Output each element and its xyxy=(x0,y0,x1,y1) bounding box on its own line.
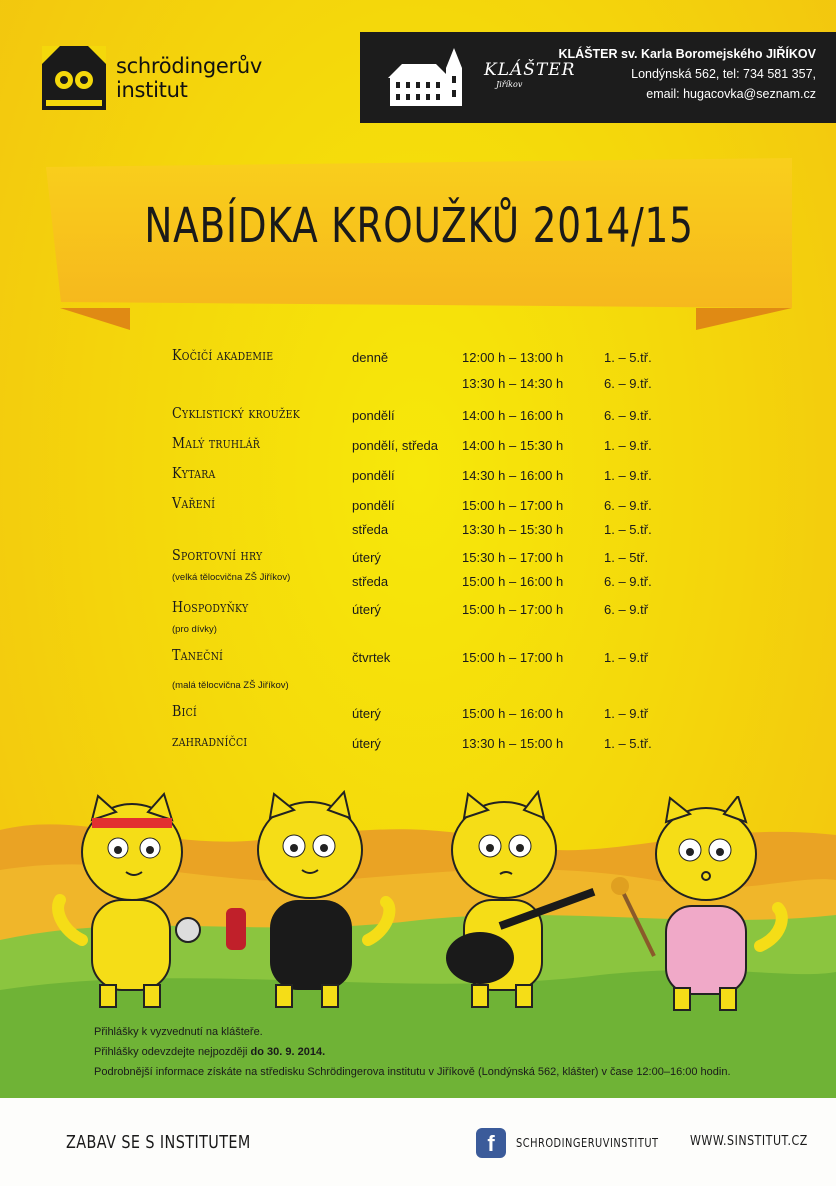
activity-time: 15:00 h – 16:00 h xyxy=(462,706,564,721)
cat-cook-spoon-icon xyxy=(610,796,790,1026)
activity-day: úterý xyxy=(352,706,381,721)
partner-address: Londýnská 562, tel: 734 581 357, xyxy=(631,67,816,81)
facebook-icon[interactable]: f xyxy=(476,1128,506,1158)
activity-time: 13:30 h – 15:00 h xyxy=(462,736,564,751)
activity-time: 15:00 h – 17:00 h xyxy=(462,498,564,513)
activity-grade-2: 6. – 9.tř. xyxy=(604,376,652,391)
activity-grade: 1. – 9.tř xyxy=(604,650,649,665)
schrodinger-logo xyxy=(42,46,262,110)
schedule-row xyxy=(172,546,672,598)
partner-info-box xyxy=(360,32,836,123)
activity-time: 15:30 h – 17:00 h xyxy=(462,550,564,565)
activity-time: 14:00 h – 16:00 h xyxy=(462,408,564,423)
activity-time: 14:00 h – 15:30 h xyxy=(462,438,564,453)
activity-day: pondělí xyxy=(352,498,395,513)
schedule-row xyxy=(172,732,672,762)
activity-name: Kytara xyxy=(172,464,216,482)
note-line-2 xyxy=(94,1042,731,1062)
partner-title: KLÁŠTER sv. Karla Boromejského JIŘÍKOV xyxy=(558,47,816,61)
activity-day: pondělí xyxy=(352,408,395,423)
schedule-row xyxy=(172,404,672,434)
activity-day: čtvrtek xyxy=(352,650,391,665)
monastery-building-icon xyxy=(388,46,468,113)
activity-grade-2: 6. – 9.tř. xyxy=(604,574,652,589)
page-title: NABÍDKA KROUŽKŮ 2014/15 xyxy=(144,198,694,254)
facebook-page-name[interactable]: SCHRODINGERUVINSTITUT xyxy=(516,1136,659,1150)
cat-headband-stopwatch-icon xyxy=(52,790,212,1020)
schedule-row xyxy=(172,702,672,732)
activity-grade: 1. – 5.tř. xyxy=(604,736,652,751)
activity-time: 14:30 h – 16:00 h xyxy=(462,468,564,483)
activity-grade: 1. – 9.tř. xyxy=(604,438,652,453)
schedule-row xyxy=(172,598,672,646)
activity-name: Bicí xyxy=(172,702,197,720)
schedule-row xyxy=(172,346,672,404)
slogan: ZABAV SE S INSTITUTEM xyxy=(66,1132,251,1153)
activity-day-2: středa xyxy=(352,522,389,537)
activity-name: Hospodyňky xyxy=(172,598,249,616)
banner-fold-left xyxy=(60,308,130,330)
activity-day: úterý xyxy=(352,736,381,751)
activity-day: úterý xyxy=(352,550,381,565)
activity-day: pondělí, středa xyxy=(352,438,439,453)
cat-guitar-icon xyxy=(420,790,610,1020)
activity-note: (malá tělocvična ZŠ Jiříkov) xyxy=(172,680,289,691)
bottom-bar xyxy=(0,1098,836,1186)
note-line-1: Přihlášky k vyzvednutí na klášteře. xyxy=(94,1026,263,1038)
activity-grade: 6. – 9.tř xyxy=(604,602,649,617)
activity-day: úterý xyxy=(352,602,381,617)
note-line-3: Podrobnější informace získáte na středisku Schrödingerova institutu v Jiříkově (Londýnská 562, klášter) v čase 12:00–16:00 hodin. xyxy=(94,1066,731,1078)
partner-brand-sub: Jiříkov xyxy=(496,80,523,89)
facebook-link[interactable] xyxy=(476,1128,690,1158)
logo-line-2: institut xyxy=(116,78,188,102)
partner-brand-name: KLÁŠTER xyxy=(484,60,576,80)
activity-grade-2: 1. – 5.tř. xyxy=(604,522,652,537)
activity-grade: 1. – 5.tř. xyxy=(604,350,652,365)
activity-name: zahradníčci xyxy=(172,732,248,750)
activity-grade: 1. – 9.tř. xyxy=(604,468,652,483)
activity-grade: 6. – 9.tř. xyxy=(604,408,652,423)
activity-day-2: středa xyxy=(352,574,389,589)
banner-fold-right xyxy=(696,308,792,330)
activity-grade: 1. – 9.tř xyxy=(604,706,649,721)
activity-note: (velká tělocvična ZŠ Jiříkov) xyxy=(172,572,291,583)
activity-name: Kočičí akademie xyxy=(172,346,274,364)
activity-grade: 1. – 5tř. xyxy=(604,550,649,565)
activity-grade: 6. – 9.tř. xyxy=(604,498,652,513)
activity-time-2: 13:30 h – 14:30 h xyxy=(462,376,564,391)
schedule-row xyxy=(172,434,672,464)
activity-time-2: 13:30 h – 15:30 h xyxy=(462,522,564,537)
cat-spray-can-icon xyxy=(218,790,398,1020)
note-line-2-text: Přihlášky odevzdejte nejpozději xyxy=(94,1046,251,1058)
activity-name: Malý truhlář xyxy=(172,434,261,452)
activity-schedule xyxy=(172,346,672,762)
activity-day: denně xyxy=(352,350,389,365)
activity-time: 12:00 h – 13:00 h xyxy=(462,350,564,365)
schedule-row xyxy=(172,494,672,546)
title-banner xyxy=(46,158,792,338)
schedule-row xyxy=(172,646,672,702)
website-link[interactable]: WWW.SINSTITUT.CZ xyxy=(690,1134,808,1149)
activity-time: 15:00 h – 17:00 h xyxy=(462,602,564,617)
activity-day: pondělí xyxy=(352,468,395,483)
activity-name: Cyklistický kroužek xyxy=(172,404,300,422)
deadline-date: do 30. 9. 2014. xyxy=(250,1046,326,1058)
activity-note: (pro dívky) xyxy=(172,624,217,635)
activity-name: Taneční xyxy=(172,646,224,664)
registration-notes xyxy=(94,1022,731,1082)
activity-time-2: 15:00 h – 16:00 h xyxy=(462,574,564,589)
partner-email: email: hugacovka@seznam.cz xyxy=(646,87,816,101)
logo-line-1: schrödingerův xyxy=(116,54,263,78)
activity-time: 15:00 h – 17:00 h xyxy=(462,650,564,665)
activity-name: Vaření xyxy=(172,494,216,512)
schedule-row xyxy=(172,464,672,494)
activity-name: Sportovní hry xyxy=(172,546,263,564)
cat-face-logo-icon xyxy=(42,46,106,110)
